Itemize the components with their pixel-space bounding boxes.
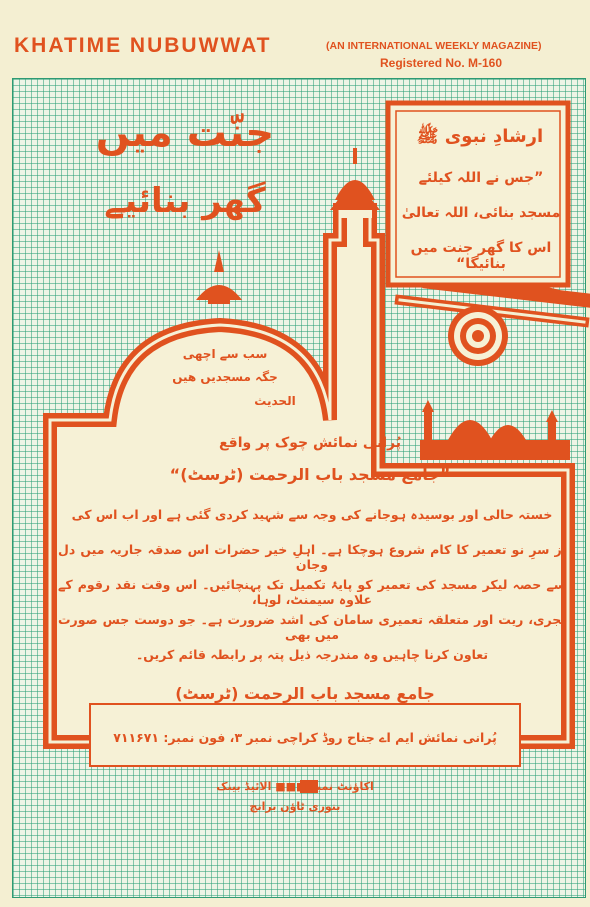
irshad-title: ارشادِ نبوی ﷺ [416, 126, 544, 147]
headline-line2: گھر بنائیے [104, 181, 266, 221]
dome-finial [196, 250, 242, 304]
contact-name: جامع مسجد باب الرحمت (ٹرسٹ) [175, 684, 435, 703]
irshad-line: مسجد بنائی، اللہ تعالیٰ [401, 205, 561, 221]
appeal-paragraph-line: بجری، ریت اور متعلقہ تعمیری سامان کی اشد ضرورت ہے۔ جو دوست جس صورت میں بھی [58, 612, 566, 642]
masthead-title: KHATIME NUBUWWAT [14, 34, 272, 57]
appeal-paragraph-line: سے حصہ لیکر مسجد کی تعمیر کو پایۂ تکمیل تک پہنچائیں۔ اس وقت نقد رقوم کے علاوہ سیمنٹ، لوہا، [58, 577, 566, 607]
appeal-mosque-name: ”جامع مسجد باب الرحمت (ٹرسٹ)“ [169, 465, 451, 484]
irshad-line: ”جس نے اللہ کیلئے [418, 170, 544, 186]
headline-line1: جنّت میں [95, 110, 275, 156]
account-line2: بنوری ٹاؤن برانچ [249, 800, 341, 813]
masthead-subtitle: (AN INTERNATIONAL WEEKLY MAGAZINE) [326, 40, 542, 52]
appeal-paragraph-line: تعاون کرنا چاہیں وہ مندرجہ ذیل پتہ پر رابطہ قائم کریں۔ [135, 647, 489, 662]
appeal-paragraph-line: از سرِ نو تعمیر کا کام شروع ہوچکا ہے۔ اہلِ خیر حضرات اس صدقہ جاریہ میں دل وجان [58, 542, 566, 572]
medallion-icon [448, 306, 508, 366]
minaret-top [330, 148, 380, 218]
registration-number: Registered No. M-160 [380, 56, 503, 70]
dome-source: الحدیث [254, 394, 296, 408]
dome-text-line2: جگہ مسجدیں ھیں [172, 370, 278, 384]
contact-address: پُرانی نمائش ایم اے جناح روڈ کراچی نمبر ۳، فون نمبر: ۷۱۱۶۷۱ [113, 730, 497, 745]
appeal-paragraph-line: خستہ حالی اور بوسیدہ ہوجانے کی وجہ سے شہید کردی گئی ہے اور اب اس کی [71, 507, 553, 522]
dome-text-line1: سب سے اچھی [182, 347, 268, 361]
irshad-line: اس کا گھر جنت میں بنائیگا“ [410, 240, 552, 272]
mosque-silhouette [420, 400, 570, 460]
appeal-location: پُرانی نمائش چوک پر واقع [218, 435, 402, 451]
account-line1: اکاؤنٹ نمبر ■■■ الائیڈ بینک [216, 780, 374, 793]
